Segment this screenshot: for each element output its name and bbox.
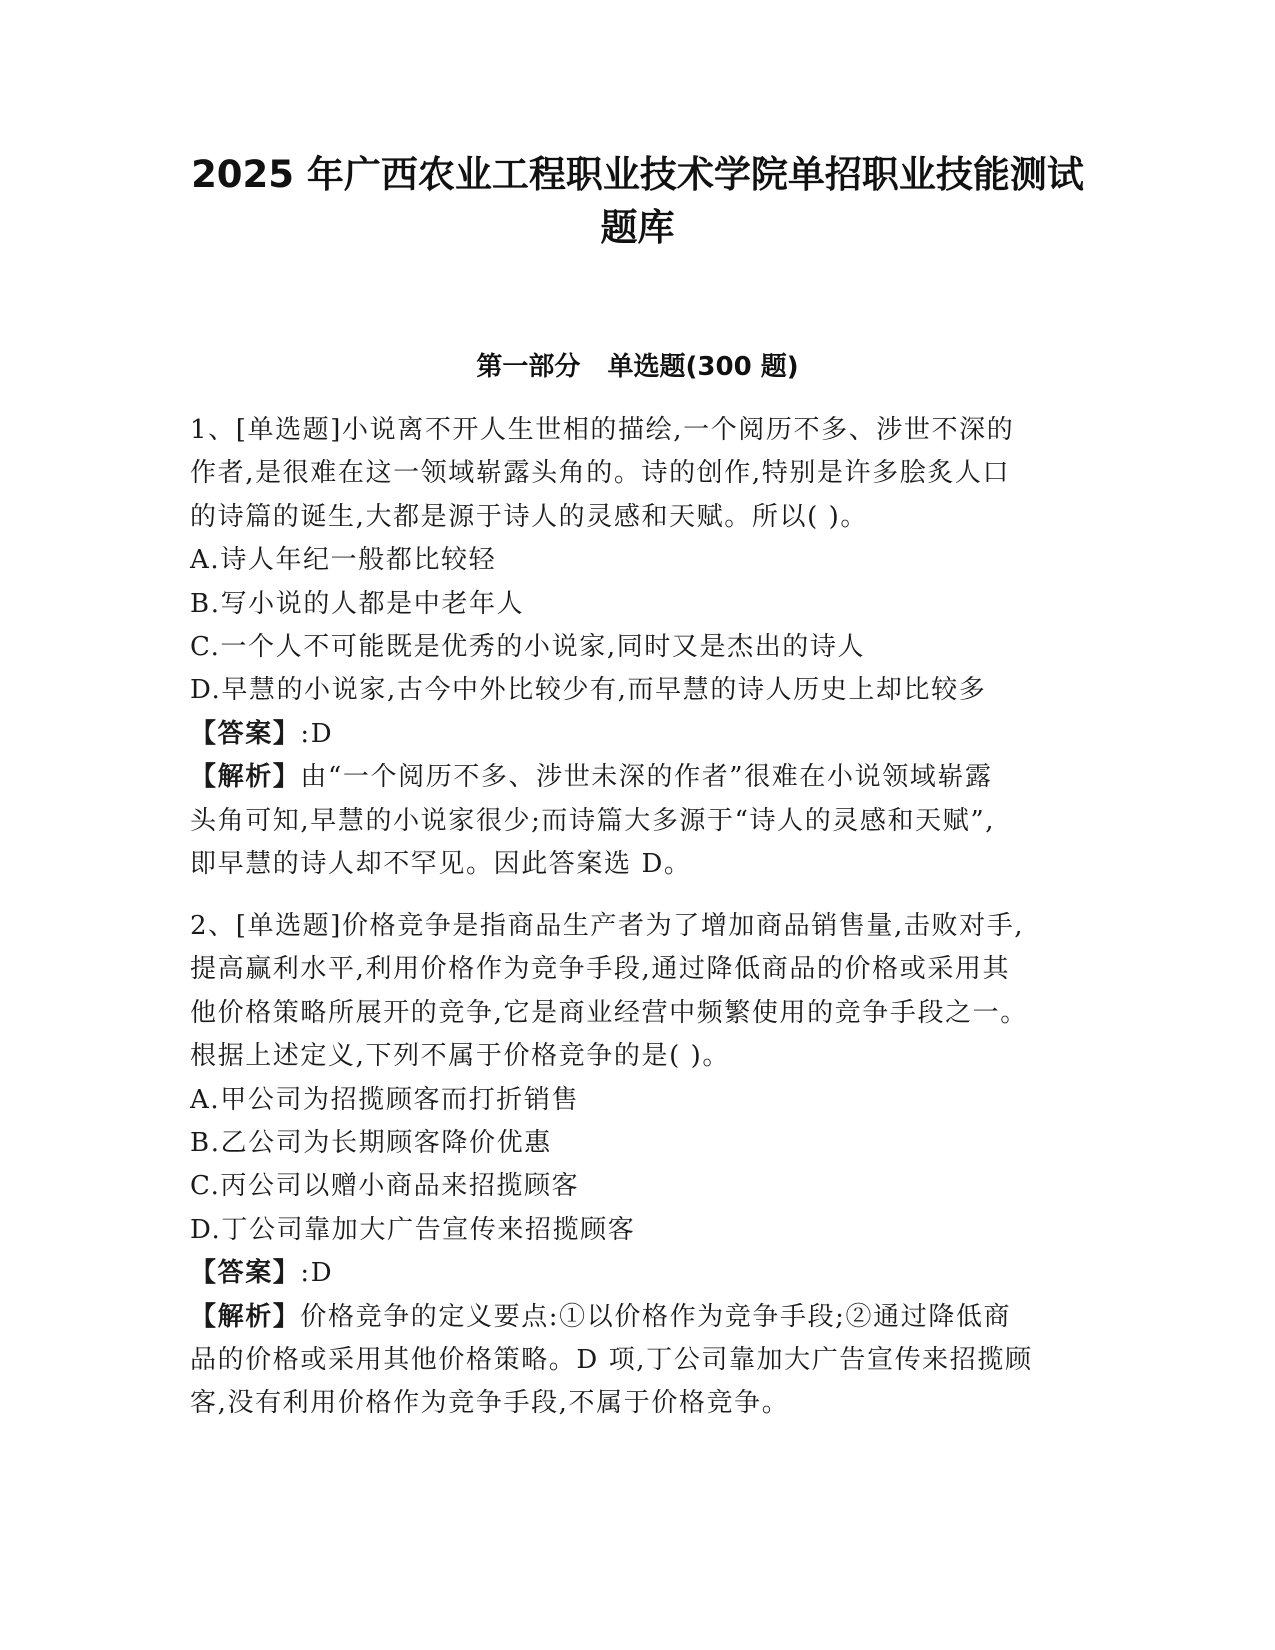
analysis-text: 由“一个阅历不多、涉世未深的作者”很难在小说领域崭露 xyxy=(300,762,993,793)
question-2-option-b: B.乙公司为长期顾客降价优惠 xyxy=(190,1127,552,1158)
question-2-option-d: D.丁公司靠加大广告宣传来招揽顾客 xyxy=(190,1214,636,1245)
analysis-label: 【解析】 xyxy=(190,1301,301,1332)
question-2-analysis-line: 品的价格或采用其他价格策略。D 项,丁公司靠加大广告宣传来招揽顾 xyxy=(190,1344,1033,1375)
question-1-stem-line: 作者,是很难在这一领域崭露头角的。诗的创作,特别是许多脍炙人口 xyxy=(190,458,1011,489)
answer-value: :D xyxy=(300,1258,334,1289)
document-title-line-1: 2025 年广西农业工程职业技术学院单招职业技能测试 xyxy=(191,153,1084,196)
question-1-analysis-line: 头角可知,早慧的小说家很少;而诗篇大多源于“诗人的灵感和天赋”, xyxy=(190,805,996,836)
question-1-analysis-line: 即早慧的诗人却不罕见。因此答案选 D。 xyxy=(190,848,692,879)
question-1-answer xyxy=(190,713,1080,756)
question-1-stem-line: 的诗篇的诞生,大都是源于诗人的灵感和天赋。所以( )。 xyxy=(190,501,869,532)
question-block-1 xyxy=(190,409,1080,886)
question-2-stem-line: 提高赢利水平,利用价格作为竞争手段,通过降低商品的价格或采用其 xyxy=(190,954,1011,985)
question-1-option-c: C.一个人不可能既是优秀的小说家,同时又是杰出的诗人 xyxy=(190,631,866,662)
question-1-option-d: D.早慧的小说家,古今中外比较少有,而早慧的诗人历史上却比较多 xyxy=(190,675,987,706)
analysis-label: 【解析】 xyxy=(190,762,301,793)
analysis-text: 价格竞争的定义要点:①以价格作为竞争手段;②通过降低商 xyxy=(300,1301,1012,1332)
question-2-option-c: C.丙公司以赠小商品来招揽顾客 xyxy=(190,1171,580,1202)
document-title xyxy=(180,148,1095,254)
answer-label: 【答案】 xyxy=(190,718,301,749)
question-2-analysis-line: 客,没有利用价格作为竞争手段,不属于价格竞争。 xyxy=(190,1388,790,1419)
question-1-option-b: B.写小说的人都是中老年人 xyxy=(190,588,525,619)
answer-value: :D xyxy=(300,718,334,749)
question-2-option-a: A.甲公司为招揽顾客而打折销售 xyxy=(190,1084,580,1115)
question-2-answer xyxy=(190,1252,1080,1295)
question-2-analysis-line xyxy=(190,1296,1080,1339)
question-1-option-a: A.诗人年纪一般都比较轻 xyxy=(190,545,497,576)
question-1-analysis-line xyxy=(190,756,1080,799)
question-2-stem-line: 2、[单选题]价格竞争是指商品生产者为了增加商品销售量,击败对手, xyxy=(190,911,1025,941)
question-1-stem-line: 1、[单选题]小说离不开人生世相的描绘,一个阅历不多、涉世不深的 xyxy=(190,415,1015,445)
document-title-line-2: 题库 xyxy=(600,206,675,249)
question-2-stem-line: 根据上述定义,下列不属于价格竞争的是( )。 xyxy=(190,1041,731,1072)
question-block-2 xyxy=(190,905,1080,1426)
answer-label: 【答案】 xyxy=(190,1258,301,1289)
section-heading: 第一部分 单选题(300 题) xyxy=(476,352,799,382)
question-2-stem-line: 他价格策略所展开的竞争,它是商业经营中频繁使用的竞争手段之一。 xyxy=(190,997,1028,1028)
